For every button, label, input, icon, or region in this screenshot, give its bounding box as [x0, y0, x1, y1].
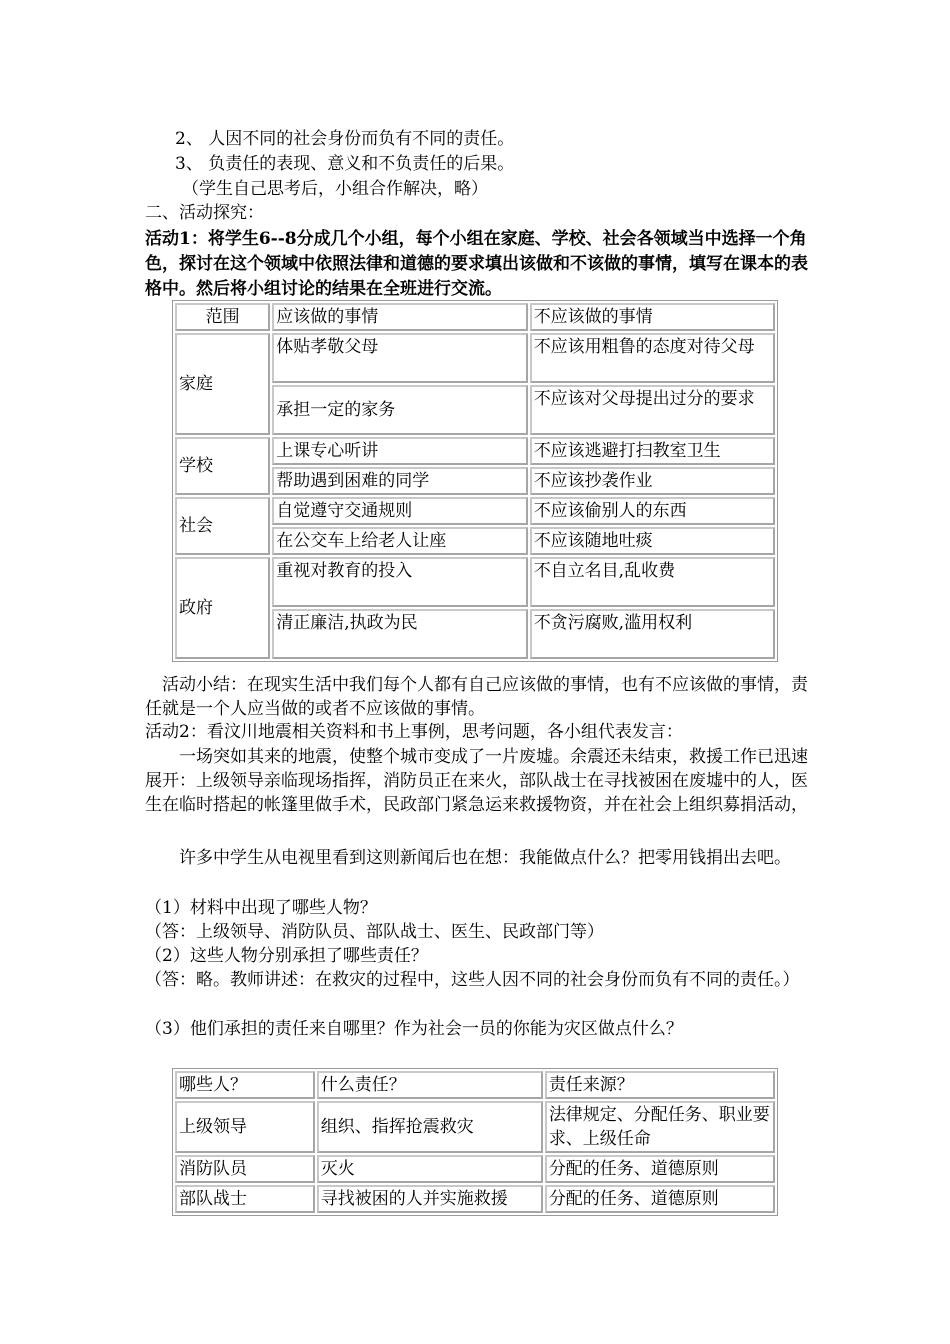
should-cell: 上课专心听讲 — [272, 437, 527, 465]
header-should-not: 不应该做的事情 — [530, 303, 775, 331]
should-not-cell: 不自立名目,乱收费 — [530, 557, 775, 607]
intro-line-2: 2、 人因不同的社会身份而负有不同的责任。 — [175, 129, 515, 149]
should-not-cell: 不应该对父母提出过分的要求 — [530, 385, 775, 435]
should-not-cell: 不应该随地吐痰 — [530, 527, 775, 555]
question-3: （3）他们承担的责任来自哪里？作为社会一员的你能为灾区做点什么？ — [145, 1019, 683, 1039]
activity1-summary: 活动小结：在现实生活中我们每个人都有自己应该做的事情，也有不应该做的事情，责任就是一个人应当做的或者不应该做的事情。 — [145, 675, 808, 719]
scope-cell: 政府 — [175, 557, 270, 659]
should-cell: 重视对教育的投入 — [272, 557, 527, 607]
should-cell: 体贴孝敬父母 — [272, 333, 527, 383]
who-cell: 部队战士 — [175, 1185, 315, 1213]
should-not-cell: 不应该偷别人的东西 — [530, 497, 775, 525]
header-should: 应该做的事情 — [272, 303, 527, 331]
section-heading: 二、活动探究： — [145, 203, 264, 223]
source-cell: 分配的任务、道德原则 — [545, 1185, 775, 1213]
responsibility-table — [172, 300, 778, 662]
source-cell: 分配的任务、道德原则 — [545, 1155, 775, 1183]
table-row — [175, 437, 775, 465]
table-row — [175, 1185, 775, 1213]
activity2-title: 活动2：看汶川地震相关资料和书上事例，思考问题，各小组代表发言： — [145, 722, 683, 742]
who-cell: 消防队员 — [175, 1155, 315, 1183]
should-cell: 清正廉洁,执政为民 — [272, 609, 527, 659]
who-cell: 上级领导 — [175, 1101, 315, 1153]
question-2: （2）这些人物分别承担了哪些责任？ — [145, 946, 428, 966]
intro-note: （学生自己思考后，小组合作解决，略） — [182, 179, 488, 199]
should-cell: 自觉遵守交通规则 — [272, 497, 527, 525]
answer-1: （答：上级领导、消防队员、部队战士、医生、民政部门等） — [145, 922, 604, 942]
scope-cell: 学校 — [175, 437, 270, 495]
scope-cell: 家庭 — [175, 333, 270, 435]
responsibility-source-table — [172, 1068, 778, 1216]
should-not-cell: 不应该逃避打扫教室卫生 — [530, 437, 775, 465]
table-header-row — [175, 1071, 775, 1099]
activity2-story-1: 一场突如其来的地震，使整个城市变成了一片废墟。余震还未结束，救援工作已迅速展开：上级领导亲临现场指挥，消防员正在来火，部队战士在寻找被困在废墟中的人，医生在临时搭起的帐篷里做手术，民政部门紧急运来救援物资，并在社会上组织募捐活动， — [145, 747, 808, 815]
table-header-row — [175, 303, 775, 331]
table-row — [175, 1155, 775, 1183]
table-row — [175, 333, 775, 383]
header-responsibility: 什么责任？ — [317, 1071, 543, 1099]
header-source: 责任来源？ — [545, 1071, 775, 1099]
answer-2: （答：略。教师讲述：在救灾的过程中，这些人因不同的社会身份而负有不同的责任。） — [145, 970, 800, 990]
header-who: 哪些人？ — [175, 1071, 315, 1099]
should-not-cell: 不应该用粗鲁的态度对待父母 — [530, 333, 775, 383]
responsibility-cell: 寻找被困的人并实施救援 — [317, 1185, 543, 1213]
should-not-cell: 不应该抄袭作业 — [530, 467, 775, 495]
activity1-text: 活动1：将学生6--8分成几个小组，每个小组在家庭、学校、社会各领域当中选择一个角色，探讨在这个领域中依照法律和道德的要求填出该做和不该做的事情，填写在课本的表格中。然后将小组讨论的结果在全班进行交流。 — [145, 229, 808, 299]
source-cell: 法律规定、分配任务、职业要求、上级任命 — [545, 1101, 775, 1153]
table-row — [175, 1101, 775, 1153]
should-cell: 承担一定的家务 — [272, 385, 527, 435]
should-cell: 在公交车上给老人让座 — [272, 527, 527, 555]
table-row — [175, 557, 775, 607]
responsibility-cell: 组织、指挥抢震救灾 — [317, 1101, 543, 1153]
activity2-story-2: 许多中学生从电视里看到这则新闻后也在想：我能做点什么？把零用钱捐出去吧。 — [179, 848, 791, 868]
scope-cell: 社会 — [175, 497, 270, 555]
responsibility-cell: 灭火 — [317, 1155, 543, 1183]
header-scope: 范围 — [175, 303, 270, 331]
should-not-cell: 不贪污腐败,滥用权利 — [530, 609, 775, 659]
question-1: （1）材料中出现了哪些人物？ — [145, 898, 377, 918]
table-row — [175, 497, 775, 525]
should-cell: 帮助遇到困难的同学 — [272, 467, 527, 495]
intro-line-3: 3、 负责任的表现、意义和不负责任的后果。 — [175, 154, 515, 174]
